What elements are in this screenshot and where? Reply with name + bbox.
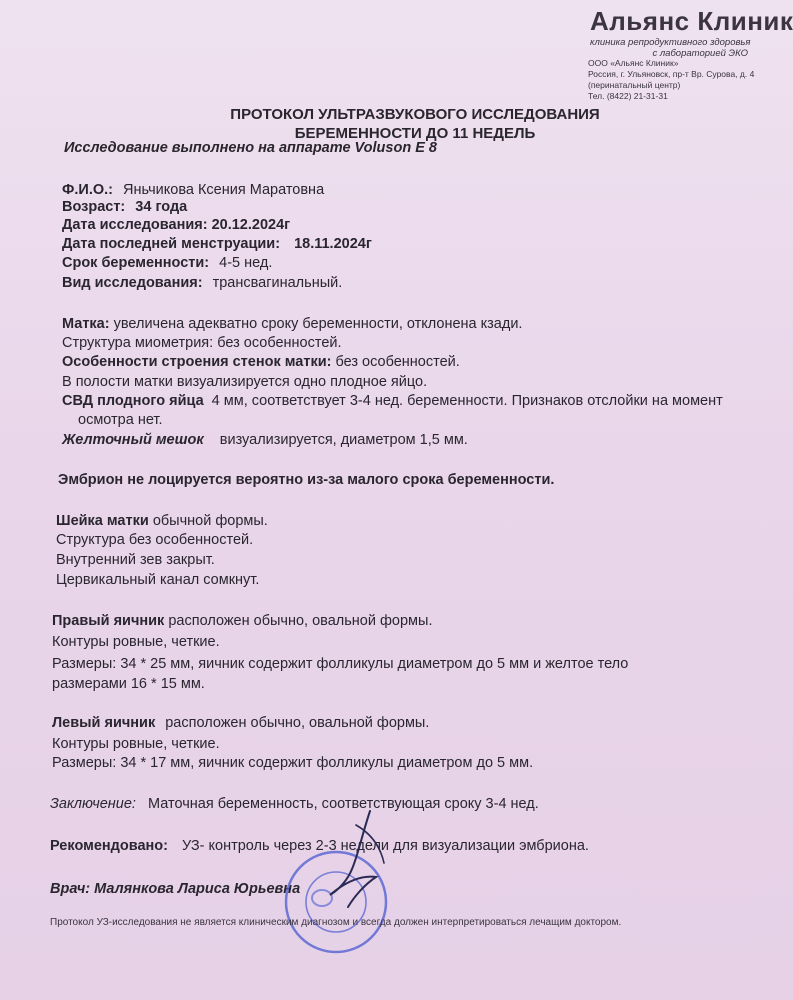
lmp-value: 18.11.2024г — [294, 236, 372, 252]
uterus-label: Матка: — [62, 316, 110, 332]
walls-line — [62, 352, 460, 372]
egg-line: В полости матки визуализируется одно плодное яйцо. — [62, 374, 428, 390]
conclusion-label: Заключение: — [50, 796, 136, 812]
embryo-line: Эмбрион не лоцируется вероятно из-за малого срока беременности. — [58, 472, 555, 488]
clinic-center: (перинатальный центр) — [588, 80, 681, 90]
uterus-line — [62, 314, 522, 334]
doctor-signature — [300, 805, 410, 915]
patient-type — [62, 273, 342, 293]
fio-label: Ф.И.О.: — [62, 182, 113, 198]
cervix-line-3: Внутренний зев закрыт. — [56, 552, 215, 568]
yolk-value: визуализируется, диаметром 1,5 мм. — [219, 432, 468, 448]
type-value: трансвагинальный. — [212, 275, 343, 291]
date-label: Дата исследования: — [62, 217, 208, 233]
uterus-text: увеличена адекватно сроку беременности, отклонена кзади. — [113, 316, 523, 332]
doctor-label: Врач: — [50, 881, 91, 897]
right-ovary-line-4: размерами 16 * 15 мм. — [52, 676, 205, 692]
right-ovary-line-3: Размеры: 34 * 25 мм, яичник содержит фолликулы диаметром до 5 мм и желтое тело — [52, 656, 629, 672]
cervix-line — [56, 511, 268, 531]
age-value: 34 года — [135, 199, 188, 215]
svd-label: СВД плодного яйца — [62, 393, 204, 409]
cervix-line-2: Структура без особенностей. — [56, 532, 254, 548]
lmp-label: Дата последней менструации: — [62, 236, 281, 252]
svd-value: 4 мм, соответствует 3-4 нед. беременности. Признаков отслойки на момент — [211, 393, 723, 409]
term-value: 4-5 нед. — [219, 255, 273, 271]
date-value: 20.12.2024г — [211, 217, 291, 233]
type-label: Вид исследования: — [62, 275, 203, 291]
cervix-line-4: Цервикальный канал сомкнут. — [56, 572, 260, 588]
document-title-2: БЕРЕМЕННОСТИ ДО 11 НЕДЕЛЬ — [294, 125, 536, 142]
svd-line — [62, 391, 723, 411]
walls-value: без особенностей. — [335, 354, 460, 370]
fio-value: Яньчикова Ксения Маратовна — [123, 182, 325, 198]
conclusion-value: Маточная беременность, соответствующая сроку 3-4 нед. — [147, 796, 539, 812]
document-title-1: ПРОТОКОЛ УЛЬТРАЗВУКОВОГО ИССЛЕДОВАНИЯ — [230, 106, 600, 123]
clinic-org: ООО «Альянс Клиник» — [588, 58, 679, 68]
cervix-value: обычной формы. — [152, 513, 268, 529]
age-label: Возраст: — [62, 199, 126, 215]
left-ovary-line-2: Контуры ровные, четкие. — [52, 736, 220, 752]
myometrium-line: Структура миометрия: без особенностей. — [62, 335, 342, 351]
device-line: Исследование выполнено на аппарате Voluson E 8 — [64, 140, 437, 156]
clinic-address-block — [588, 58, 754, 102]
walls-label: Особенности строения стенок матки: — [62, 354, 332, 370]
cervix-label: Шейка матки — [56, 513, 149, 529]
clinic-address: Россия, г. Ульяновск, пр-т Вр. Сурова, д. 4 — [588, 69, 755, 79]
conclusion-line — [50, 794, 539, 814]
patient-lmp — [62, 234, 372, 254]
right-ovary-label: Правый яичник — [52, 613, 165, 629]
doctor-line — [50, 879, 300, 899]
yolk-line — [62, 430, 468, 450]
patient-age — [62, 197, 187, 217]
clinic-logo: Альянс Клиник — [590, 6, 793, 36]
right-ovary-value: расположен обычно, овальной формы. — [168, 613, 433, 629]
right-ovary-line-2: Контуры ровные, четкие. — [52, 634, 220, 650]
patient-date — [62, 215, 290, 235]
left-ovary-line-3: Размеры: 34 * 17 мм, яичник содержит фолликулы диаметром до 5 мм. — [52, 755, 534, 771]
clinic-subtitle-1: клиника репродуктивного здоровья — [590, 37, 751, 48]
patient-term — [62, 253, 272, 273]
doctor-name: Малянкова Лариса Юрьевна — [94, 881, 301, 897]
clinic-phone: Тел. (8422) 21-31-31 — [588, 91, 668, 101]
right-ovary-line — [52, 611, 432, 631]
svd-cont-line: осмотра нет. — [78, 412, 163, 428]
clinic-subtitle-2: с лабораторией ЭКО — [652, 48, 748, 59]
left-ovary-value: расположен обычно, овальной формы. — [165, 715, 430, 731]
recommend-value: УЗ- контроль через 2-3 недели для визуализации эмбриона. — [181, 838, 589, 854]
yolk-label: Желточный мешок — [62, 432, 204, 448]
left-ovary-line — [52, 713, 429, 733]
left-ovary-label: Левый яичник — [52, 715, 156, 731]
recommend-label: Рекомендовано: — [50, 838, 168, 854]
clinic-subtitle — [590, 37, 751, 59]
footer-disclaimer: Протокол УЗ-исследования не является клиническим диагнозом и всегда должен интерпретироваться лечащим доктором. — [50, 917, 622, 928]
term-label: Срок беременности: — [62, 255, 210, 271]
